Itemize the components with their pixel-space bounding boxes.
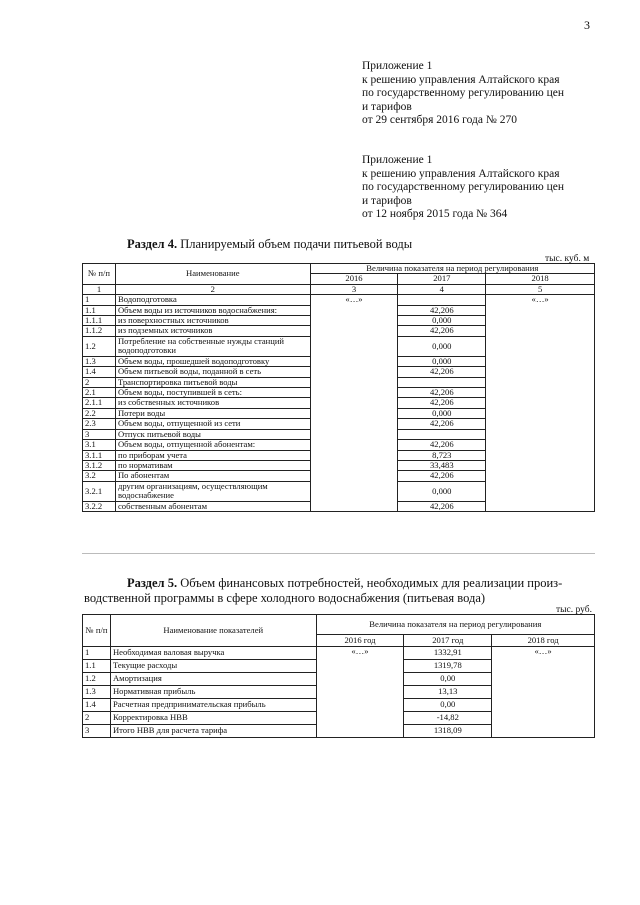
value-2017 xyxy=(398,295,486,305)
index-cell: 2 xyxy=(115,284,310,294)
row-name: по нормативам xyxy=(115,460,310,470)
value-2017: 42,206 xyxy=(398,440,486,450)
appendix-line: и тарифов xyxy=(362,194,412,207)
value-2017: 0,000 xyxy=(398,316,486,326)
row-number: 3.1 xyxy=(83,440,116,450)
appendix-line: по государственному регулированию цен xyxy=(362,181,565,194)
appendix-line: Приложение 1 xyxy=(362,60,433,72)
section5-title-line1: Объем финансовых потребностей, необходимых для реализации произ- xyxy=(180,576,563,590)
row-name: Необходимая валовая выручка xyxy=(110,647,316,660)
section5-heading xyxy=(84,576,563,606)
row-name: Нормативная прибыль xyxy=(110,686,316,699)
section4-heading xyxy=(127,237,412,252)
col-2017-header: 2017 год xyxy=(404,635,492,647)
value-2017: -14,82 xyxy=(404,712,492,725)
appendix-line: по государственному регулированию цен xyxy=(362,87,565,100)
value-2017: 0,000 xyxy=(398,408,486,418)
value-2018: «…» xyxy=(492,647,595,738)
appendix-line: от 12 ноября 2015 года № 364 xyxy=(362,208,508,221)
section4-body xyxy=(83,295,595,512)
row-name: по приборам учета xyxy=(115,450,310,460)
row-number: 2 xyxy=(83,377,116,387)
col-value-group-header: Величина показателя на период регулирования xyxy=(316,615,594,635)
value-2017: 42,206 xyxy=(398,471,486,481)
row-number: 2.3 xyxy=(83,419,116,429)
col-num-header: № п/п xyxy=(83,264,116,285)
index-cell: 4 xyxy=(398,284,486,294)
row-number: 3.2 xyxy=(83,471,116,481)
value-2017: 42,206 xyxy=(398,326,486,336)
value-2017 xyxy=(398,377,486,387)
row-number: 1.4 xyxy=(83,699,111,712)
row-number: 3.1.2 xyxy=(83,460,116,470)
col-2018-header: 2018 xyxy=(486,274,595,284)
row-name: собственным абонентам xyxy=(115,501,310,511)
value-2017: 0,000 xyxy=(398,336,486,356)
row-name: Потери воды xyxy=(115,408,310,418)
section5-title-line2: водственной программы в сфере холодного водоснабжения (питьевая вода) xyxy=(84,591,486,605)
row-number: 3.1.1 xyxy=(83,450,116,460)
row-name: Объем воды, отпущенной абонентам: xyxy=(115,440,310,450)
row-name: Корректировка НВВ xyxy=(110,712,316,725)
col-2018-header: 2018 год xyxy=(492,635,595,647)
row-number: 1.1 xyxy=(83,305,116,315)
appendix-line: и тарифов xyxy=(362,100,412,113)
row-number: 1.1.1 xyxy=(83,316,116,326)
row-number: 1 xyxy=(83,647,111,660)
row-name: Объем воды, прошедшей водоподготовку xyxy=(115,356,310,366)
row-number: 1.2 xyxy=(83,336,116,356)
row-name: из поверхностных источников xyxy=(115,316,310,326)
value-2017: 42,206 xyxy=(398,388,486,398)
col-2016-header: 2016 xyxy=(310,274,398,284)
index-cell: 1 xyxy=(83,284,116,294)
page-number: 3 xyxy=(584,18,590,32)
row-name: Итого НВВ для расчета тарифа xyxy=(110,725,316,738)
value-2017: 0,000 xyxy=(398,481,486,501)
appendix-line: к решению управления Алтайского края xyxy=(362,167,560,180)
row-number: 1.2 xyxy=(83,673,111,686)
index-cell: 5 xyxy=(486,284,595,294)
col-name-header: Наименование xyxy=(115,264,310,285)
appendix-line: от 29 сентября 2016 года № 270 xyxy=(362,114,517,127)
value-2017: 1318,09 xyxy=(404,725,492,738)
col-name-header: Наименование показателей xyxy=(110,615,316,647)
row-number: 3.2.1 xyxy=(83,481,116,501)
value-2017: 42,206 xyxy=(398,398,486,408)
section4-title: Планируемый объем подачи питьевой воды xyxy=(180,237,413,251)
value-2017: 42,206 xyxy=(398,419,486,429)
appendix-current xyxy=(362,60,564,128)
row-name: из подземных источников xyxy=(115,326,310,336)
row-number: 2.1.1 xyxy=(83,398,116,408)
row-number: 2 xyxy=(83,712,111,725)
row-number: 1.4 xyxy=(83,367,116,377)
row-name: Объем воды из источников водоснабжения: xyxy=(115,305,310,315)
row-name: другим организациям, осуществляющим водоснабжение xyxy=(115,481,310,501)
section5-body xyxy=(83,647,595,738)
row-name: из собственных источников xyxy=(115,398,310,408)
row-number: 3 xyxy=(83,429,116,439)
value-2017: 0,00 xyxy=(404,673,492,686)
row-name: Водоподготовка xyxy=(115,295,310,305)
table-row xyxy=(83,295,595,305)
row-name: Потребление на собственные нужды станций водоподготовки xyxy=(115,336,310,356)
col-2017-header: 2017 xyxy=(398,274,486,284)
value-2017: 1319,78 xyxy=(404,660,492,673)
value-2017: 13,13 xyxy=(404,686,492,699)
row-number: 1.1.2 xyxy=(83,326,116,336)
row-name: Расчетная предпринимательская прибыль xyxy=(110,699,316,712)
row-number: 1 xyxy=(83,295,116,305)
index-cell: 3 xyxy=(310,284,398,294)
row-number: 1.3 xyxy=(83,686,111,699)
col-2016-header: 2016 год xyxy=(316,635,404,647)
value-2017 xyxy=(398,429,486,439)
value-2017: 42,206 xyxy=(398,367,486,377)
value-2017: 0,000 xyxy=(398,356,486,366)
row-name: Объем питьевой воды, поданной в сеть xyxy=(115,367,310,377)
row-name: По абонентам xyxy=(115,471,310,481)
divider xyxy=(82,553,595,554)
value-2017: 1332,91 xyxy=(404,647,492,660)
col-num-header: № п/п xyxy=(83,615,111,647)
appendix-line: к решению управления Алтайского края xyxy=(362,73,560,86)
row-name: Объем воды, поступившей в сеть: xyxy=(115,388,310,398)
value-2018: «…» xyxy=(486,295,595,512)
value-2017: 33,483 xyxy=(398,460,486,470)
row-name: Текущие расходы xyxy=(110,660,316,673)
section5-table xyxy=(82,614,595,738)
row-number: 3.2.2 xyxy=(83,501,116,511)
row-number: 2.2 xyxy=(83,408,116,418)
section5-unit: тыс. руб. xyxy=(556,605,592,615)
row-name: Отпуск питьевой воды xyxy=(115,429,310,439)
row-number: 3 xyxy=(83,725,111,738)
value-2016: «…» xyxy=(310,295,398,512)
section4-label: Раздел 4. xyxy=(127,237,178,251)
appendix-previous xyxy=(362,154,564,222)
value-2017: 8,723 xyxy=(398,450,486,460)
value-2017: 42,206 xyxy=(398,501,486,511)
value-2017: 42,206 xyxy=(398,305,486,315)
value-2016: «…» xyxy=(316,647,404,738)
row-name: Транспортировка питьевой воды xyxy=(115,377,310,387)
section4-unit: тыс. куб. м xyxy=(545,254,590,264)
appendix-line: Приложение 1 xyxy=(362,154,433,166)
section4-table xyxy=(82,263,595,512)
row-number: 2.1 xyxy=(83,388,116,398)
table-row xyxy=(83,647,595,660)
col-value-group-header: Величина показателя на период регулирования xyxy=(310,264,594,274)
row-name: Амортизация xyxy=(110,673,316,686)
row-number: 1.3 xyxy=(83,356,116,366)
row-name: Объем воды, отпущенной из сети xyxy=(115,419,310,429)
value-2017: 0,00 xyxy=(404,699,492,712)
row-number: 1.1 xyxy=(83,660,111,673)
section5-label: Раздел 5. xyxy=(127,576,178,590)
